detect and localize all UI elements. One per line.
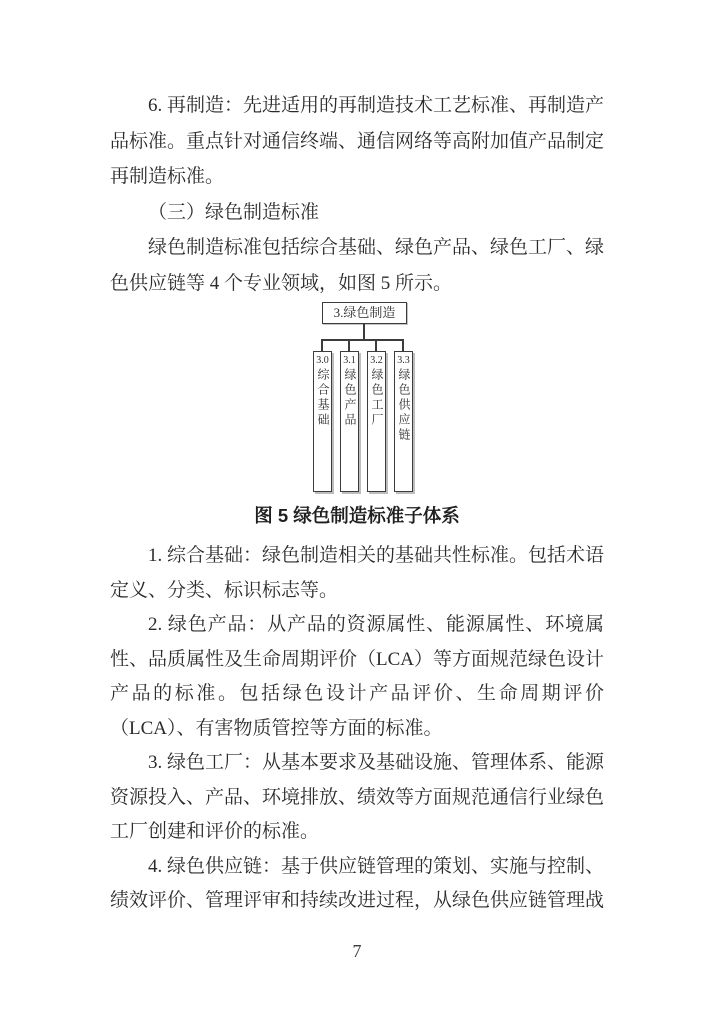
paragraph-green-supply-chain: 4. 绿色供应链：基于供应链管理的策划、实施与控制、绩效评价、管理评审和持续改进过程，从绿色供应链管理战 (110, 855, 605, 911)
diagram-box-green-product (340, 351, 359, 492)
body-text-lower (110, 539, 604, 919)
diagram-box-comprehensive-basics (313, 351, 332, 492)
diagram-box-number: 3.3 (397, 355, 410, 366)
connector-drop-line (348, 341, 350, 351)
paragraph-green-product: 2. 绿色产品：从产品的资源属性、能源属性、环境属性、品质属性及生命周期评价（LCA）等方面规范绿色设计产品的标准。包括绿色设计产品评价、生命周期评价（LCA）、有害物质管控等方面的标准。 (110, 614, 605, 739)
diagram-box-number: 3.2 (370, 355, 383, 366)
paragraph-green-manufacturing-intro: 绿色制造标准包括综合基础、绿色产品、绿色工厂、绿色供应链等 4 个专业领域，如图 5 所示。 (110, 237, 605, 294)
connector-drop-line (402, 341, 404, 351)
diagram-box-label: 综合基础 (316, 368, 330, 428)
heading-green-manufacturing-standards: （三）绿色制造标准 (148, 201, 320, 223)
diagram-box-number: 3.0 (316, 355, 329, 366)
diagram-box-green-supply-chain (394, 351, 413, 492)
connector-horizontal-rail (321, 339, 404, 341)
page-number: 7 (352, 941, 362, 961)
diagram-box-label: 绿色供应链 (397, 368, 411, 443)
diagram-root-box: 3.绿色制造 (322, 302, 407, 324)
connector-stem-line (363, 324, 365, 340)
diagram-box-label: 绿色工厂 (370, 368, 384, 428)
paragraph-remanufacturing: 6. 再制造：先进适用的再制造技术工艺标准、再制造产品标准。重点针对通信终端、通信网络等高附加值产品制定再制造标准。 (110, 95, 605, 187)
diagram-box-number: 3.1 (343, 355, 356, 366)
connector-drop-line (375, 341, 377, 351)
diagram-box-label: 绿色产品 (343, 368, 357, 428)
diagram-box-green-factory (367, 351, 386, 492)
paragraph-green-factory: 3. 绿色工厂：从基本要求及基础设施、管理体系、能源资源投入、产品、环境排放、绩效等方面规范通信行业绿色工厂创建和评价的标准。 (110, 752, 605, 842)
connector-drop-line (321, 341, 323, 351)
paragraph-comprehensive-basics: 1. 综合基础：绿色制造相关的基础共性标准。包括术语定义、分类、标识标志等。 (110, 545, 605, 601)
body-text-upper (110, 88, 604, 301)
figure-caption: 图 5 绿色制造标准子体系 (254, 505, 460, 526)
